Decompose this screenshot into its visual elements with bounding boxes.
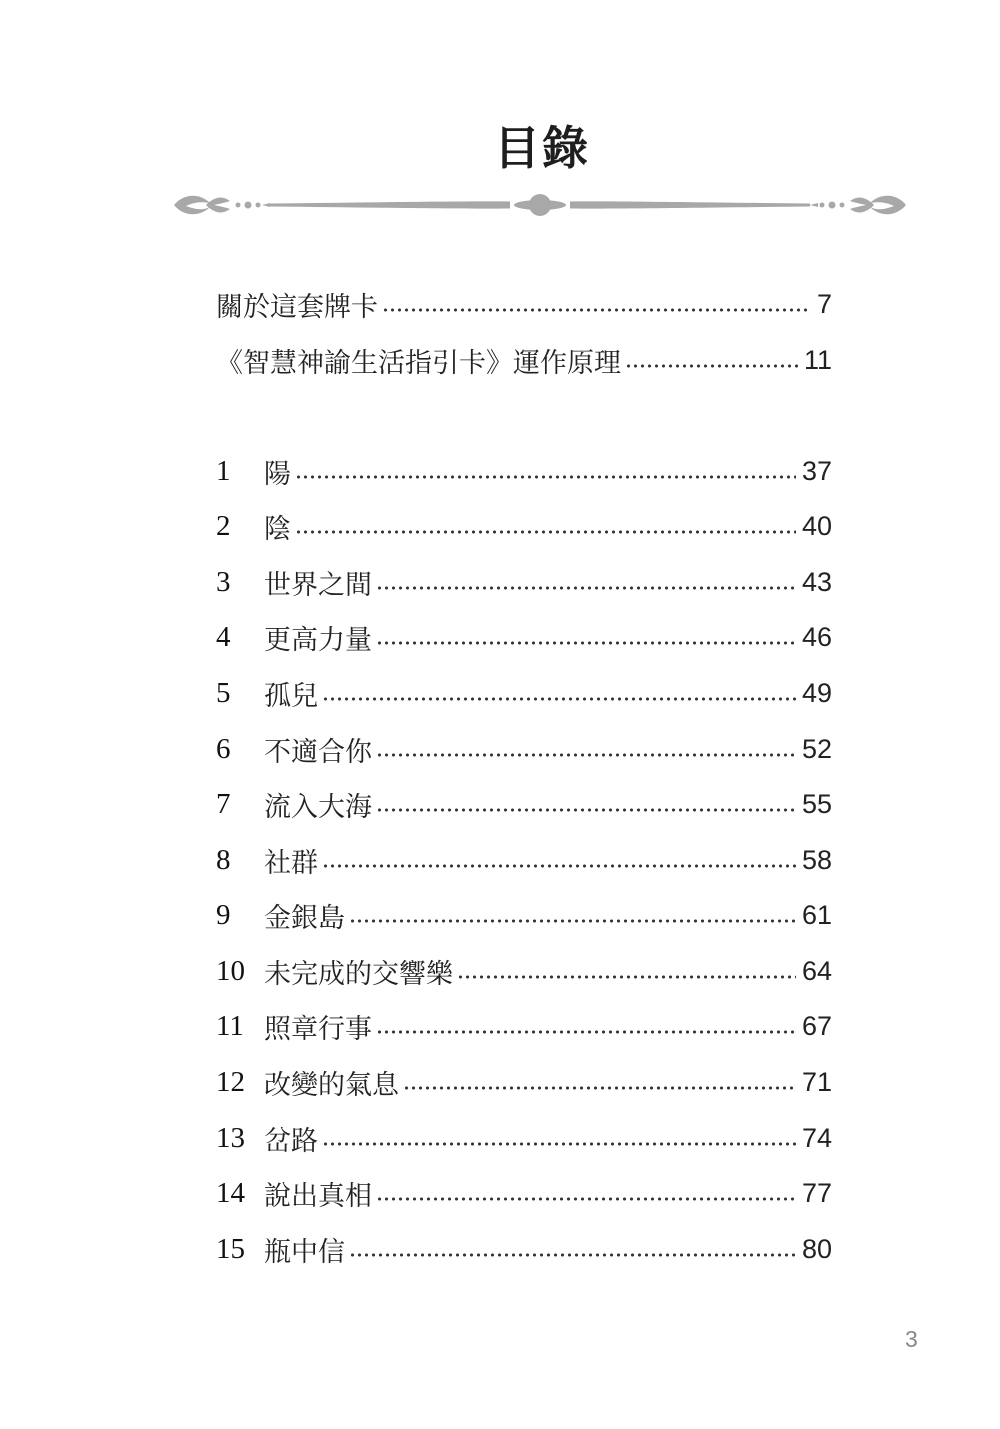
entry-title: 《智慧神諭生活指引卡》運作原理 [216,347,621,379]
page-number: 67 [801,1010,832,1041]
entry-title: 改變的氣息 [264,1069,399,1101]
entry-number: 2 [216,509,231,542]
entry-title: 不適合你 [264,736,372,768]
dot-leader [376,585,796,591]
page-number: 61 [801,899,832,930]
dot-leader [403,1085,796,1091]
ornament-divider [170,183,910,229]
entry-title: 陰 [264,513,291,545]
dot-leader [376,640,796,646]
page-number: 58 [801,844,832,875]
toc-row [216,1118,832,1158]
entry-title: 更高力量 [264,624,372,656]
entry-number: 1 [216,454,231,487]
page-folio: 3 [905,1326,918,1352]
entry-number: 15 [216,1232,245,1265]
entry-number: 11 [216,1009,244,1042]
page-number: 74 [801,1122,832,1153]
page-number: 40 [801,510,832,541]
entry-title: 照章行事 [264,1013,372,1045]
toc-row [216,562,832,602]
toc-row [216,1006,832,1046]
entry-title: 流入大海 [264,791,372,823]
dot-leader [295,529,796,535]
dot-leader [382,307,811,313]
page-number: 49 [801,677,832,708]
entry-number: 7 [216,787,231,820]
entry-title: 岔路 [264,1125,318,1157]
entry-title: 金銀島 [264,902,345,934]
dot-leader [349,1252,796,1258]
dot-leader [349,918,796,924]
toc-row [216,951,832,991]
toc-row [216,506,832,546]
page-number: 11 [803,344,832,375]
page-title: 目錄 [494,121,590,175]
entry-title: 孤兒 [264,680,318,712]
entry-title: 說出真相 [264,1180,372,1212]
toc-row [216,617,832,657]
dot-leader [625,363,798,369]
page-number: 37 [801,455,832,486]
page-number: 64 [801,955,832,986]
entry-number: 12 [216,1065,245,1098]
toc-row [216,895,832,935]
dot-leader [376,807,796,813]
entry-number: 4 [216,620,231,653]
entry-title: 社群 [264,847,318,879]
dot-leader [322,1141,796,1147]
page-number: 7 [816,288,832,319]
entry-number: 10 [216,954,245,987]
toc-row [216,1229,832,1269]
dot-leader [376,752,796,758]
dot-leader [376,1196,796,1202]
entry-title: 陽 [264,458,291,490]
page-number: 77 [801,1177,832,1208]
entry-title: 未完成的交響樂 [264,958,453,990]
toc-row [216,451,832,491]
dot-leader [295,474,796,480]
entry-number: 13 [216,1121,245,1154]
entry-number: 3 [216,565,231,598]
entry-number: 14 [216,1176,245,1209]
dot-leader [457,974,796,980]
dot-leader [322,696,796,702]
entry-number: 5 [216,676,231,709]
toc-row [216,784,832,824]
entry-title: 關於這套牌卡 [216,291,378,323]
entry-number: 8 [216,843,231,876]
dot-leader [322,863,796,869]
toc-row [216,1062,832,1102]
page-number: 46 [801,621,832,652]
dot-leader [376,1029,796,1035]
page-number: 71 [801,1066,832,1097]
page-number: 43 [801,566,832,597]
entry-number: 9 [216,898,231,931]
entry-title: 瓶中信 [264,1236,345,1268]
page-number: 55 [801,788,832,819]
page-number: 80 [801,1233,832,1264]
toc-intro-row [216,284,832,324]
toc-row [216,840,832,880]
entry-title: 世界之間 [264,569,372,601]
page-number: 52 [801,733,832,764]
toc-row [216,673,832,713]
toc-row [216,1173,832,1213]
toc-intro-row [216,340,832,380]
toc-row [216,729,832,769]
entry-number: 6 [216,732,231,765]
